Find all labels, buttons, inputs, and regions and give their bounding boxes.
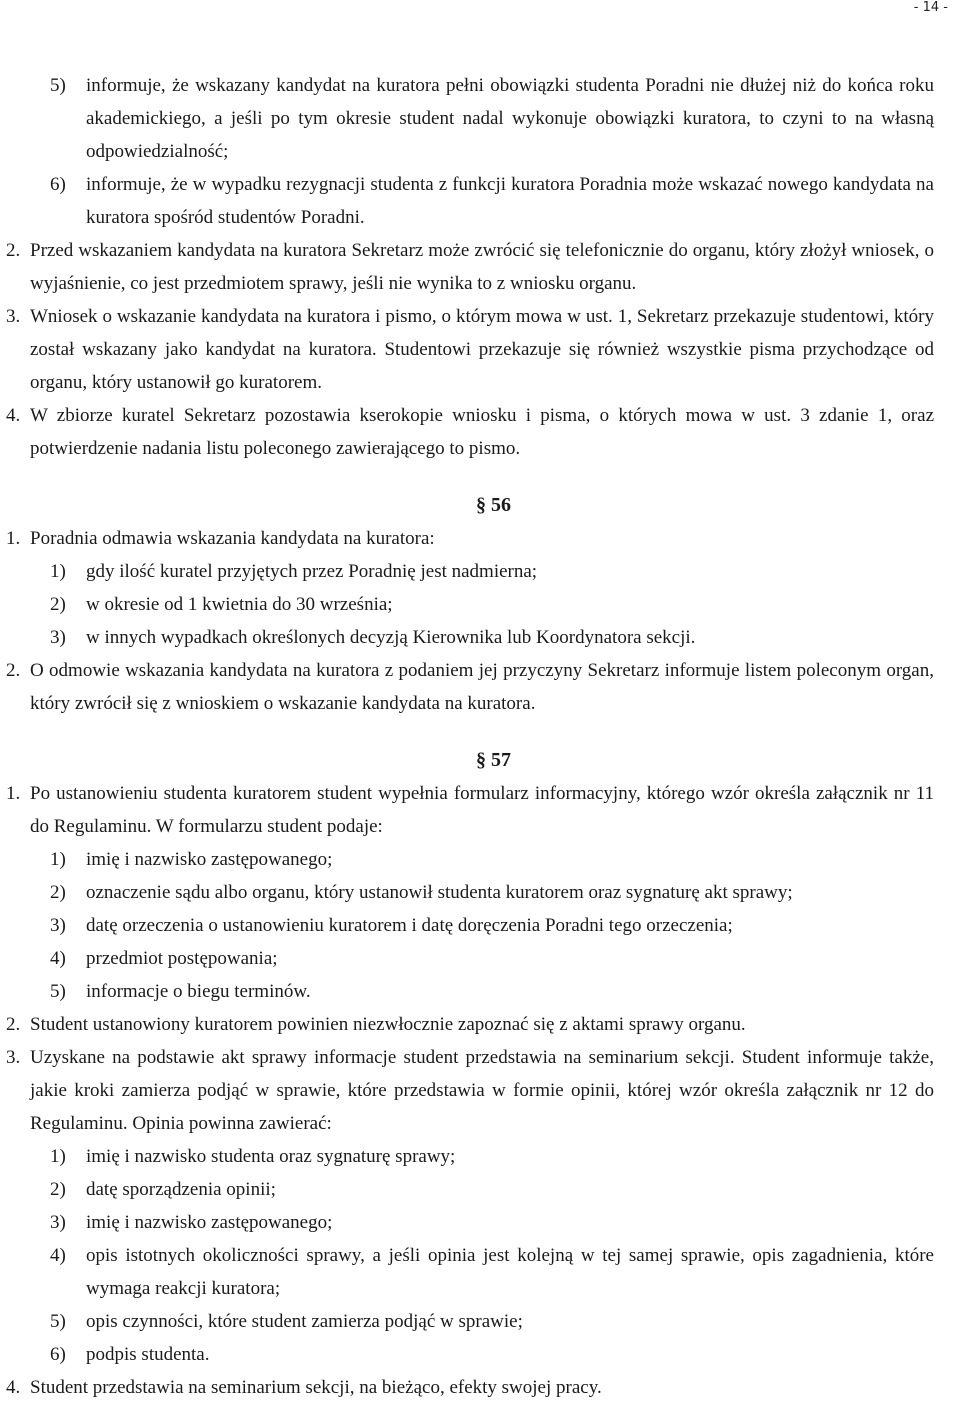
paragraph (6, 654, 934, 720)
list-item (6, 1338, 934, 1371)
list-item (6, 975, 934, 1008)
list-item (6, 909, 934, 942)
item-text: datę sporządzenia opinii; (86, 1179, 276, 1200)
item-text: podpis studenta. (86, 1344, 210, 1365)
item-text: informacje o biegu terminów. (86, 981, 311, 1002)
paragraph-text: Uzyskane na podstawie akt sprawy informacje student przedstawia na seminarium sekcji. Student informuje także, jakie kroki zamierza podjąć w sprawie, które przedstawia w formie opinii, której wzór określa załącznik nr 12 do Regulaminu. Opinia powinna zawierać: (30, 1047, 934, 1134)
item-text: w okresie od 1 kwietnia do 30 września; (86, 594, 393, 615)
section-heading-56: § 56 (476, 494, 511, 516)
list-item (6, 942, 934, 975)
section-heading-57: § 57 (476, 749, 511, 771)
list-item (6, 876, 934, 909)
item-number: 2) (50, 882, 66, 903)
item-number: 4) (50, 1245, 66, 1266)
item-text: imię i nazwisko zastępowanego; (86, 849, 333, 870)
paragraph (6, 1041, 934, 1140)
list-item (6, 168, 934, 234)
paragraph-number: 4. (6, 1377, 21, 1398)
item-text: przedmiot postępowania; (86, 948, 278, 969)
paragraph-number: 2. (6, 660, 21, 681)
paragraph (6, 522, 934, 555)
paragraph (6, 300, 934, 399)
item-number: 3) (50, 915, 66, 936)
list-item (6, 1305, 934, 1338)
list-item (6, 843, 934, 876)
item-number: 6) (50, 1344, 66, 1365)
paragraph (6, 1371, 934, 1404)
item-text: informuje, że wskazany kandydat na kuratora pełni obowiązki studenta Poradni nie dłużej niż do końca roku akademickiego, a jeśli po tym okresie student nadal wykonuje obowiązki kuratora, to czyni to na własną odpowiedzialność; (86, 75, 934, 162)
list-item (6, 69, 934, 168)
item-text: opis czynności, które student zamierza podjąć w sprawie; (86, 1311, 523, 1332)
paragraph-text: Wniosek o wskazanie kandydata na kuratora i pismo, o którym mowa w ust. 1, Sekretarz przekazuje studentowi, który został wskazany jako kandydat na kuratora. Studentowi przekazuje się również wszystkie pisma przychodzące od organu, który ustanowił go kuratorem. (30, 306, 934, 393)
paragraph-text: O odmowie wskazania kandydata na kuratora z podaniem jej przyczyny Sekretarz informuje listem poleconym organ, który zwrócił się z wnioskiem o wskazanie kandydata na kuratora. (30, 660, 934, 714)
item-text: imię i nazwisko zastępowanego; (86, 1212, 333, 1233)
paragraph-text: W zbiorze kuratel Sekretarz pozostawia kserokopie wniosku i pisma, o których mowa w ust. 3 zdanie 1, oraz potwierdzenie nadania listu poleconego zawierającego to pismo. (30, 405, 934, 459)
item-number: 1) (50, 849, 66, 870)
item-number: 5) (50, 1311, 66, 1332)
item-text: gdy ilość kuratel przyjętych przez Poradnię jest nadmierna; (86, 561, 538, 582)
paragraph-number: 4. (6, 405, 21, 426)
paragraph (6, 234, 934, 300)
list-item (6, 1206, 934, 1239)
item-number: 2) (50, 1179, 66, 1200)
document-body (6, 69, 934, 1404)
item-number: 4) (50, 948, 66, 969)
item-number: 1) (50, 561, 66, 582)
page-number: - 14 - (913, 0, 948, 15)
list-item (6, 1239, 934, 1305)
paragraph-text: Poradnia odmawia wskazania kandydata na kuratora: (30, 528, 435, 549)
paragraph-number: 3. (6, 306, 21, 327)
paragraph (6, 399, 934, 465)
item-number: 5) (50, 75, 66, 96)
paragraph-number: 2. (6, 240, 21, 261)
paragraph (6, 777, 934, 843)
item-text: w innych wypadkach określonych decyzją Kierownika lub Koordynatora sekcji. (86, 627, 696, 648)
list-item (6, 588, 934, 621)
paragraph-number: 1. (6, 528, 21, 549)
item-text: datę orzeczenia o ustanowieniu kuratorem i datę doręczenia Poradni tego orzeczenia; (86, 915, 733, 936)
item-number: 3) (50, 1212, 66, 1233)
paragraph-text: Przed wskazaniem kandydata na kuratora Sekretarz może zwrócić się telefonicznie do organu, który złożył wniosek, o wyjaśnienie, co jest przedmiotem sprawy, jeśli nie wynika to z wniosku organu. (30, 240, 934, 294)
item-text: informuje, że w wypadku rezygnacji studenta z funkcji kuratora Poradnia może wskazać nowego kandydata na kuratora spośród studentów Poradni. (86, 174, 934, 228)
item-text: opis istotnych okoliczności sprawy, a jeśli opinia jest kolejną w tej samej sprawie, opis zagadnienia, które wymaga reakcji kuratora; (86, 1245, 934, 1299)
paragraph (6, 1008, 934, 1041)
item-text: imię i nazwisko studenta oraz sygnaturę sprawy; (86, 1146, 456, 1167)
paragraph-number: 2. (6, 1014, 21, 1035)
item-number: 2) (50, 594, 66, 615)
item-number: 3) (50, 627, 66, 648)
paragraph-text: Student ustanowiony kuratorem powinien niezwłocznie zapoznać się z aktami sprawy organu. (30, 1014, 746, 1035)
item-number: 1) (50, 1146, 66, 1167)
list-item (6, 1173, 934, 1206)
item-text: oznaczenie sądu albo organu, który ustanowił studenta kuratorem oraz sygnaturę akt sprawy; (86, 882, 793, 903)
paragraph-text: Student przedstawia na seminarium sekcji, na bieżąco, efekty swojej pracy. (30, 1377, 602, 1398)
paragraph-number: 1. (6, 783, 21, 804)
paragraph-number: 3. (6, 1047, 21, 1068)
list-item (6, 621, 934, 654)
list-item (6, 1140, 934, 1173)
item-number: 6) (50, 174, 66, 195)
paragraph-text: Po ustanowieniu studenta kuratorem student wypełnia formularz informacyjny, którego wzór określa załącznik nr 11 do Regulaminu. W formularzu student podaje: (30, 783, 934, 837)
item-number: 5) (50, 981, 66, 1002)
list-item (6, 555, 934, 588)
